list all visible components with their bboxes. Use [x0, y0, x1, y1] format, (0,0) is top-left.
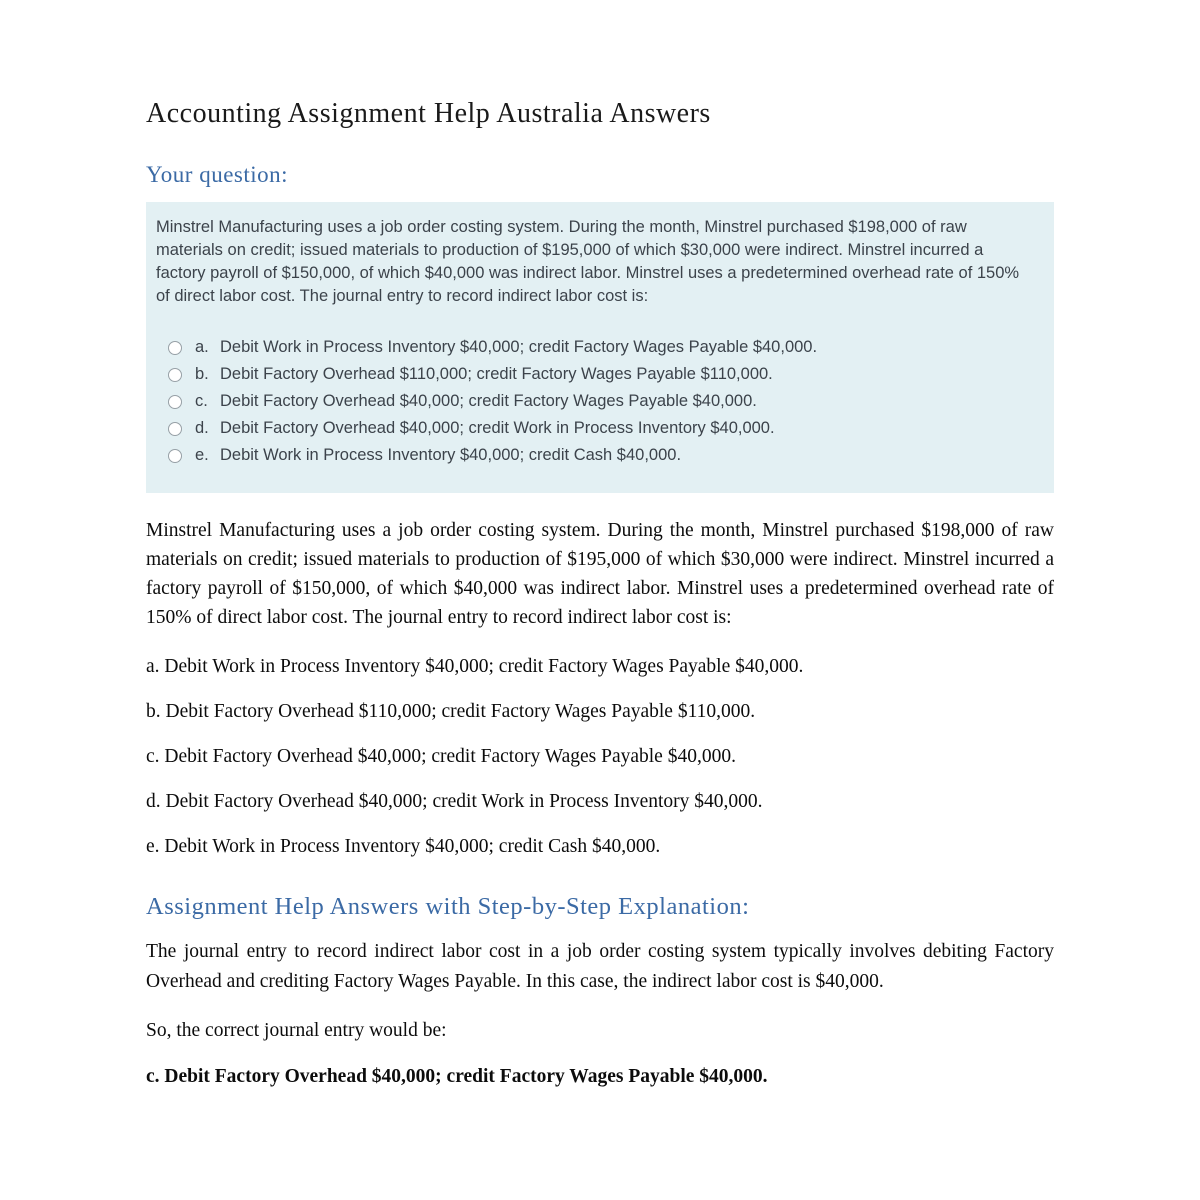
restated-option-c: c. Debit Factory Overhead $40,000; credit Factory Wages Payable $40,000.	[146, 746, 736, 767]
restated-question-paragraph: Minstrel Manufacturing uses a job order costing system. During the month, Minstrel purchased $198,000 of raw materials on credit; issued materials to production of $195,000 of which $30,000 were indirect. Minstrel incurred a factory payroll of $150,000, of which $40,000 was indirect labor. Minstrel uses a predetermined overhead rate of 150% of direct labor cost. The journal entry to record indirect labor cost is:	[146, 520, 1054, 628]
radio-button[interactable]	[168, 368, 182, 382]
option-row-e[interactable]	[156, 442, 1042, 469]
option-letter: d.	[195, 419, 209, 437]
document-page	[146, 0, 1054, 1088]
option-letter: c.	[195, 392, 208, 410]
question-text: Minstrel Manufacturing uses a job order costing system. During the month, Minstrel purchased $198,000 of raw materials on credit; issued materials to production of $195,000 of which $30,000 were indirect. Minstrel incurred a factory payroll of $150,000, of which $40,000 was indirect labor. Minstrel uses a predetermined overhead rate of 150% of direct labor cost. The journal entry to record indirect labor cost is:	[156, 218, 1020, 305]
option-row-c[interactable]	[156, 388, 1042, 415]
your-question-heading: Your question:	[146, 162, 289, 187]
correct-answer: c. Debit Factory Overhead $40,000; credit Factory Wages Payable $40,000.	[146, 1066, 768, 1087]
restated-option-d: d. Debit Factory Overhead $40,000; credit Work in Process Inventory $40,000.	[146, 791, 763, 812]
option-row-d[interactable]	[156, 415, 1042, 442]
option-label[interactable]: Debit Factory Overhead $40,000; credit Factory Wages Payable $40,000.	[220, 392, 757, 410]
option-label[interactable]: Debit Factory Overhead $40,000; credit Work in Process Inventory $40,000.	[220, 419, 775, 437]
multiple-choice-options	[156, 334, 1042, 469]
option-label[interactable]: Debit Factory Overhead $110,000; credit Factory Wages Payable $110,000.	[220, 365, 773, 383]
radio-button[interactable]	[168, 422, 182, 436]
explanation-paragraph: The journal entry to record indirect labor cost in a job order costing system typically involves debiting Factory Overhead and crediting Factory Wages Payable. In this case, the indirect labor cost is $40,000.	[146, 941, 1054, 992]
question-box	[146, 202, 1054, 493]
option-letter: b.	[195, 365, 209, 383]
restated-option-b: b. Debit Factory Overhead $110,000; credit Factory Wages Payable $110,000.	[146, 701, 756, 722]
answer-lead-in: So, the correct journal entry would be:	[146, 1020, 447, 1041]
option-row-b[interactable]	[156, 361, 1042, 388]
explanation-heading: Assignment Help Answers with Step-by-Step Explanation:	[146, 893, 750, 920]
radio-button[interactable]	[168, 395, 182, 409]
option-label[interactable]: Debit Work in Process Inventory $40,000; credit Factory Wages Payable $40,000.	[220, 338, 818, 356]
option-row-a[interactable]	[156, 334, 1042, 361]
option-letter: a.	[195, 338, 209, 356]
restated-option-e: e. Debit Work in Process Inventory $40,000; credit Cash $40,000.	[146, 836, 661, 857]
radio-button[interactable]	[168, 449, 182, 463]
radio-button[interactable]	[168, 341, 182, 355]
restated-option-a: a. Debit Work in Process Inventory $40,000; credit Factory Wages Payable $40,000.	[146, 656, 804, 677]
option-label[interactable]: Debit Work in Process Inventory $40,000; credit Cash $40,000.	[220, 446, 682, 464]
option-letter: e.	[195, 446, 209, 464]
page-title: Accounting Assignment Help Australia Answers	[146, 98, 711, 129]
